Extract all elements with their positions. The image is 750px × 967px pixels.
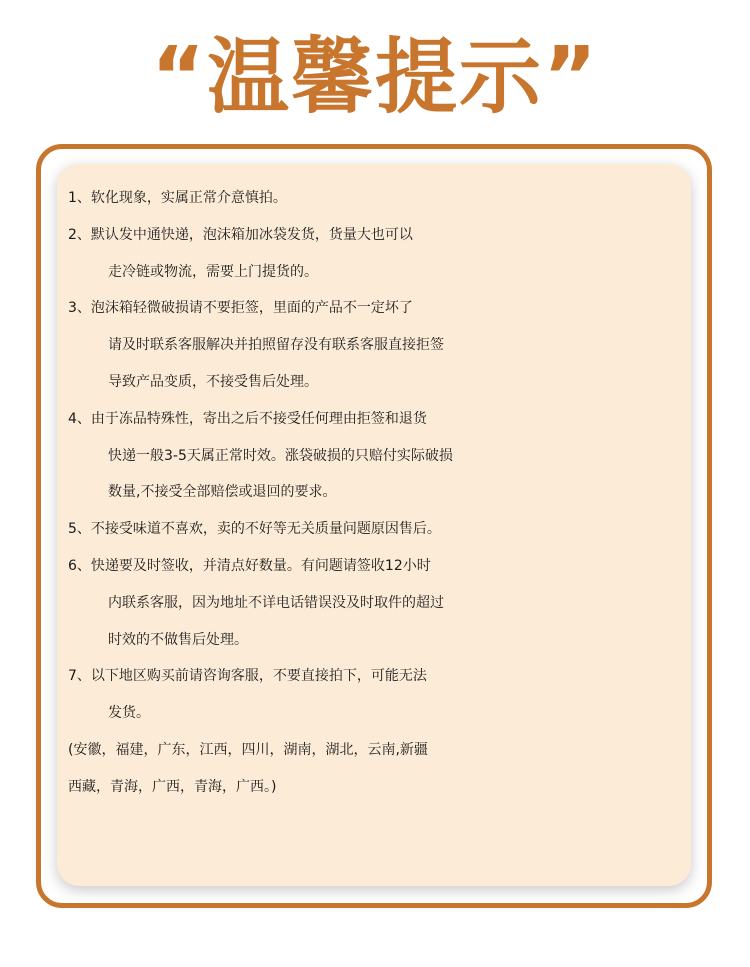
notice-line: 2、默认发中通快递，泡沫箱加冰袋发货，货量大也可以 [68,226,413,243]
notice-line: 6、快递要及时签收，并清点好数量。有问题请签收12小时 [68,557,431,574]
notice-line: 4、由于冻品特殊性，寄出之后不接受任何理由拒签和退货 [68,410,427,427]
notice-line: 内联系客服，因为地址不详电话错误没及时取件的超过 [108,594,444,611]
page-title: “温馨提示” [151,30,599,125]
notice-line: 走冷链或物流，需要上门提货的。 [108,263,318,280]
notice-list [68,180,692,806]
notice-line: 数量,不接受全部赔偿或退回的要求。 [108,484,337,501]
notice-line: 时效的不做售后处理。 [108,631,248,648]
notice-line: 西藏，青海，广西，青海，广西。) [68,778,277,795]
notice-line: (安徽，福建，广东，江西，四川，湖南，湖北，云南,新疆 [68,741,428,758]
notice-line: 5、不接受味道不喜欢，卖的不好等无关质量问题原因售后。 [68,521,441,538]
notice-line: 1、软化现象，实属正常介意慎拍。 [68,190,287,206]
notice-line: 快递一般3-5天属正常时效。涨袋破损的只赔付实际破损 [108,447,453,464]
notice-line: 7、以下地区购买前请咨询客服，不要直接拍下，可能无法 [68,668,427,685]
notice-line: 发货。 [108,705,150,722]
notice-line: 导致产品变质，不接受售后处理。 [108,373,318,390]
notice-line: 请及时联系客服解决并拍照留存没有联系客服直接拒签 [108,337,444,354]
notice-line: 3、泡沫箱轻微破损请不要拒签，里面的产品不一定坏了 [68,300,413,317]
